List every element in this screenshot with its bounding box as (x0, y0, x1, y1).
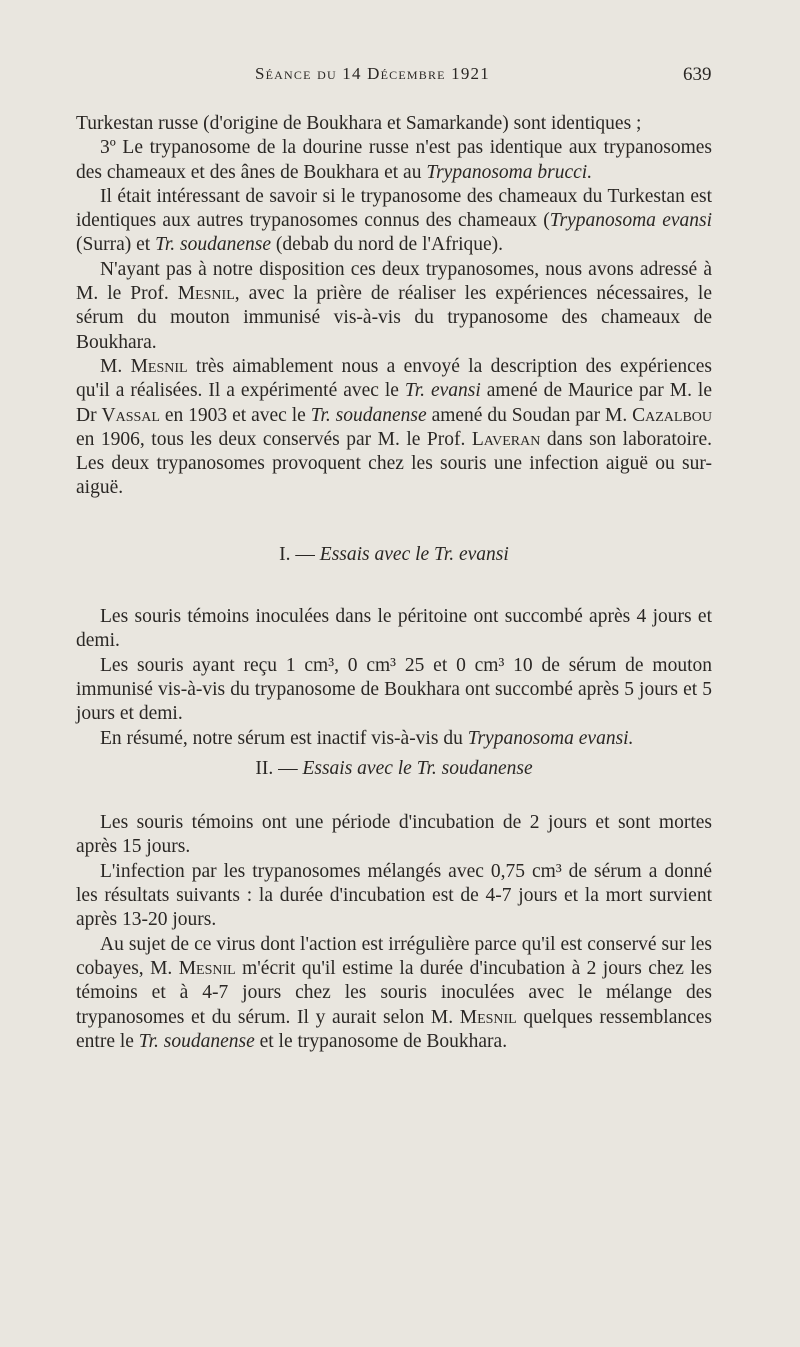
text-run: amené de Maurice par M. le Dr (76, 380, 712, 426)
running-header (0, 64, 800, 94)
body-text (76, 112, 712, 1054)
text-run: Les souris témoins inoculées dans le péritoine ont succombé après 4 jours et demi. (76, 606, 712, 652)
paragraph (76, 727, 712, 751)
text-run: Il était intéressant de savoir si le trypanosome des chameaux du Turkestan est identiques aux autres trypanosomes connus des chameaux ( (76, 185, 712, 232)
heading-number: II. — (255, 757, 303, 779)
italic-run: Trypanosoma evansi. (467, 727, 634, 749)
text-run: 3º Le trypanosome de la dourine russe n'est pas identique aux trypanosomes des chameaux et des ânes de Boukhara et au (76, 137, 712, 183)
page-number: 639 (683, 64, 712, 85)
author-name: Cazalbou (632, 404, 713, 426)
text-run: et le trypanosome de Boukhara. (254, 1030, 508, 1052)
italic-run: Trypanosoma brucci. (426, 161, 593, 183)
italic-run: Trypanosoma evansi (549, 210, 713, 232)
text-run: L'infection par les trypanosomes mélangés avec 0,75 cm³ de sérum a donné les résultats suivants : la durée d'incubation est de 4-7 jours et la mort survient après 13-20 jours. (76, 860, 712, 931)
paragraph (76, 860, 712, 933)
text-run: (debab du nord de l'Afrique). (271, 234, 504, 256)
paragraph (76, 112, 712, 136)
text-run: M. (100, 355, 131, 377)
author-name: Mesnil (130, 355, 188, 377)
paragraph (76, 136, 712, 185)
text-run: en 1903 et avec le (159, 404, 311, 426)
author-name: Laveran (471, 428, 541, 450)
text-run: amené du Soudan par M. (426, 404, 633, 426)
section-heading (76, 757, 712, 781)
text-run: N'ayant pas à notre disposition ces deux trypanosomes, nous avons adressé à M. le Prof. (76, 258, 712, 305)
text-run: En résumé, notre sérum est inactif vis-à-vis du (100, 727, 468, 749)
text-run: en 1906, tous les deux conservés par M. le Prof. (76, 428, 472, 450)
author-name: Mesnil (178, 957, 236, 979)
paragraph (76, 258, 712, 355)
text-run: très aimablement nous a envoyé la description des expériences qu'il a réalisées. Il a expérimenté avec le (76, 355, 713, 402)
paragraph (76, 654, 712, 727)
author-name: Mesnil (177, 283, 235, 305)
italic-run: Tr. soudanense (138, 1030, 255, 1052)
text-run: Les souris témoins ont une période d'incubation de 2 jours et sont mortes après 15 jours. (76, 812, 712, 858)
text-run: (Surra) et (76, 234, 156, 256)
text-run: m'écrit qu'il estime la durée d'incubation à 2 jours chez les témoins et à 4-7 jours chez les souris inoculées avec le mélange des trypanosomes et du sérum. Il y aurait selon M. (76, 957, 712, 1028)
italic-run: Tr. evansi (404, 380, 481, 402)
italic-run: Tr. soudanense (310, 404, 427, 426)
running-title: Séance du 14 Décembre 1921 (255, 64, 490, 83)
text-run: Les souris ayant reçu 1 cm³, 0 cm³ 25 et 0 cm³ 10 de sérum de mouton immunisé vis-à-vis du trypanosome de Boukhara ont succombé après 5 jours et 5 jours et demi. (76, 654, 712, 725)
author-name: Vassal (101, 404, 160, 426)
text-run: Au sujet de ce virus dont l'action est irrégulière parce qu'il est conservé sur les cobayes, M. (76, 933, 712, 979)
paragraph (76, 185, 712, 258)
paragraph (76, 933, 712, 1054)
text-run: quelques ressemblances entre le (76, 1006, 712, 1052)
text-run: Turkestan russe (d'origine de Boukhara et Samarkande) sont identiques ; (76, 113, 642, 134)
paragraph (76, 811, 712, 860)
paragraph (76, 605, 712, 654)
section-heading (76, 543, 712, 567)
text-run: , avec la prière de réaliser les expériences nécessaires, le sérum du mouton immunisé vis-à-vis du trypanosome des chameaux de Boukhara. (76, 283, 713, 353)
text-run: dans son laboratoire. Les deux trypanosomes provoquent chez les souris une infection aiguë ou sur-aiguë. (76, 428, 712, 499)
paragraph (76, 355, 712, 501)
italic-run: Tr. soudanense (155, 234, 271, 256)
heading-number: I. — (279, 543, 320, 565)
author-name: Mesnil (459, 1006, 517, 1028)
heading-title: Essais avec le Tr. soudanense (302, 757, 533, 779)
heading-title: Essais avec le Tr. evansi (319, 543, 509, 565)
